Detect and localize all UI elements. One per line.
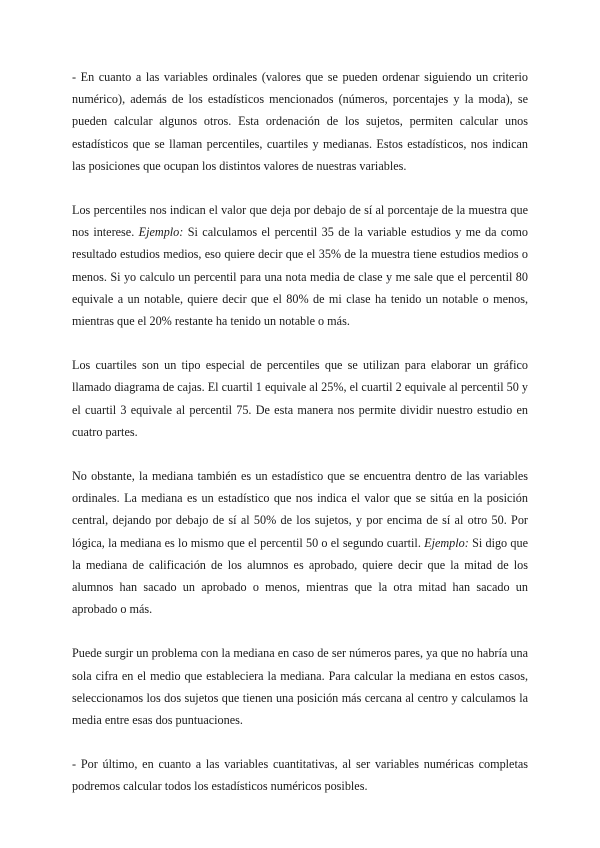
example-label: Ejemplo:: [424, 535, 469, 550]
paragraph-median-text-2: Si digo que la mediana de calificación de los alumnos es aprobado, quiere decir que la mitad de los alumnos han sacado un aprobado o menos, mientras que la otra mitad han sacado un aprobado o más.: [72, 535, 528, 617]
paragraph-median: [72, 465, 528, 620]
document-page: [72, 66, 528, 798]
paragraph-percentiles-text-1: Los percentiles nos indican el valor que deja por debajo de sí al porcentaje de la muestra que nos interese.: [72, 203, 528, 240]
paragraph-median-text-1: No obstante, la mediana también es un estadístico que se encuentra dentro de las variables ordinales. La mediana es un estadístico que nos indica el valor que se sitúa en la posición central, dejando por debajo de sí al 50% de los sujetos, y por encima de sí al otro 50. Por lógica, la mediana es lo mismo que el percentil 50 o el segundo cuartil.: [72, 469, 528, 550]
paragraph-median-even: Puede surgir un problema con la mediana en caso de ser números pares, ya que no habría una sola cifra en el medio que estableciera la mediana. Para calcular la mediana en estos casos, seleccionamos los dos sujetos que tienen una posición más cercana al centro y calculamos la media entre esas dos puntuaciones.: [72, 646, 528, 728]
paragraph-quantitative-variables: - Por último, en cuanto a las variables cuantitativas, al ser variables numéricas completas podremos calcular todos los estadísticos numéricos posibles.: [72, 757, 528, 794]
paragraph-percentiles: [72, 199, 528, 332]
paragraph-percentiles-text-2: Si calculamos el percentil 35 de la variable estudios y me da como resultado estudios medios, eso quiere decir que el 35% de la muestra tiene estudios medios o menos. Si yo calculo un percentil para una nota media de clase y me sale que el percentil 80 equivale a un notable, quiere decir que el 80% de mi clase ha tenido un notable o menos, mientras que el 20% restante ha tenido un notable o más.: [72, 225, 529, 329]
paragraph-quartiles: Los cuartiles son un tipo especial de percentiles que se utilizan para elaborar un gráfico llamado diagrama de cajas. El cuartil 1 equivale al 25%, el cuartil 2 equivale al percentil 50 y el cuartil 3 equivale al percentil 75. De esta manera nos permite dividir nuestro estudio en cuatro partes.: [72, 358, 528, 439]
paragraph-ordinal-variables: - En cuanto a las variables ordinales (valores que se pueden ordenar siguiendo un criterio numérico), además de los estadísticos mencionados (números, porcentajes y la moda), se pueden calcular algunos otros. Esta ordenación de los sujetos, permiten calcular unos estadísticos que se llaman percentiles, cuartiles y medianas. Estos estadísticos, nos indican las posiciones que ocupan los distintos valores de nuestras variables.: [72, 70, 528, 173]
example-label: Ejemplo:: [138, 225, 184, 240]
